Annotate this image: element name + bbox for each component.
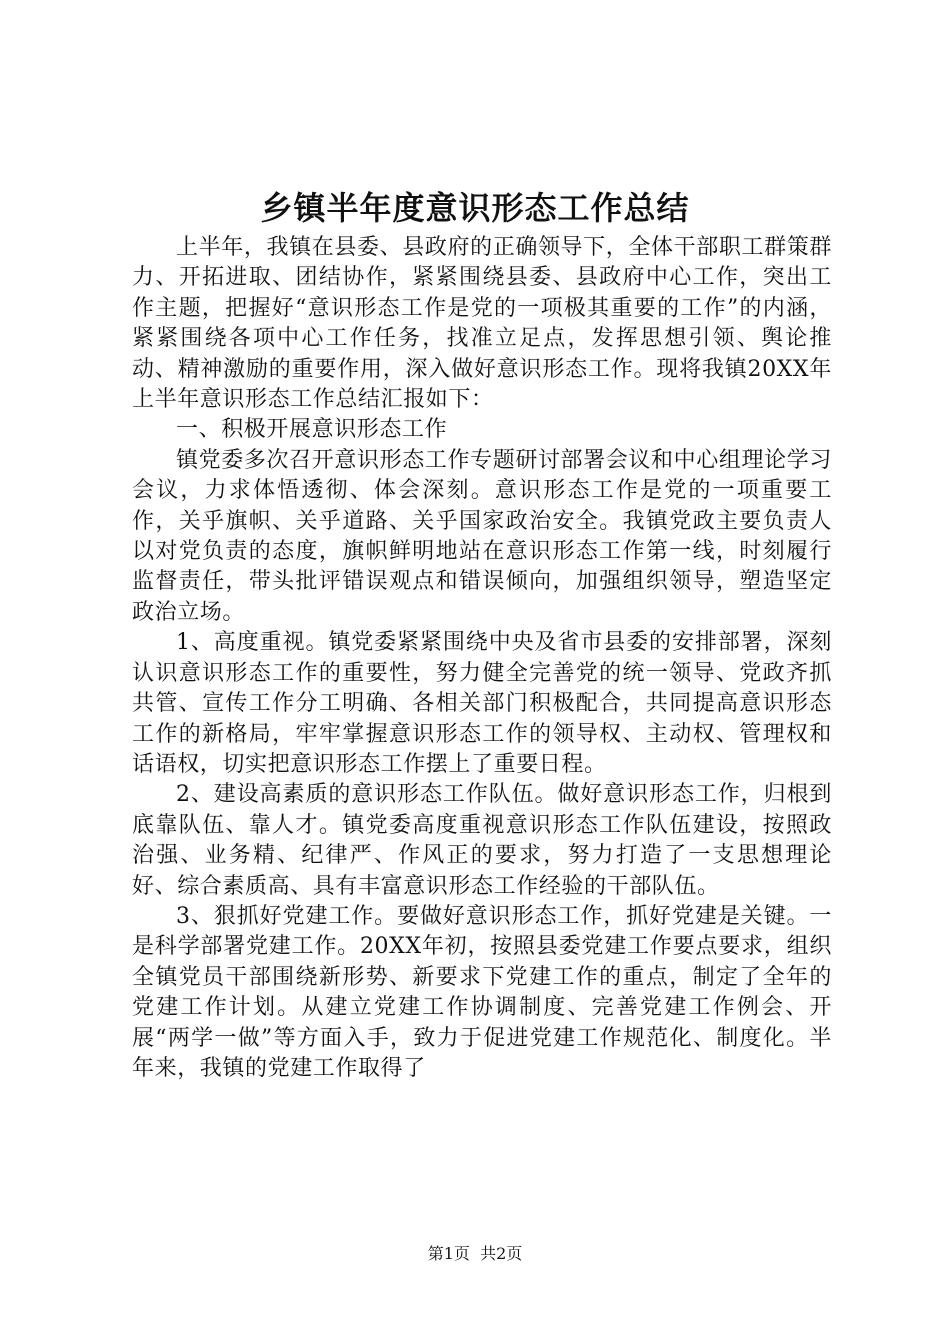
item-3-paragraph: 3、狠抓好党建工作。要做好意识形态工作，抓好党建是关键。一是科学部署党建工作。20XX年初，按照县委党建工作要点要求，组织全镇党员干部围绕新形势、新要求下党建工作的重点，制定了全年的党建工作计划。从建立党建工作协调制度、完善党建工作例会、开展“两学一做”等方面入手，致力于促进党建工作规范化、制度化。半年来，我镇的党建工作取得了 <box>132 903 832 1081</box>
item-2-paragraph: 2、建设高素质的意识形态工作队伍。做好意识形态工作，归根到底靠队伍、靠人才。镇党委高度重视意识形态工作队伍建设，按照政治强、业务精、纪律严、作风正的要求，努力打造了一支思想理论好、综合素质高、具有丰富意识形态工作经验的干部队伍。 <box>132 782 832 899</box>
document-title: 乡镇半年度意识形态工作总结 <box>260 189 690 227</box>
section-1-paragraph: 镇党委多次召开意识形态工作专题研讨部署会议和中心组理论学习会议，力求体悟透彻、体会深刻。意识形态工作是党的一项重要工作，关乎旗帜、关乎道路、关乎国家政治安全。我镇党政主要负责人以对党负责的态度，旗帜鲜明地站在意识形态工作第一线，时刻履行监督责任，带头批评错误观点和错误倾向，加强组织领导，塑造坚定政治立场。 <box>132 447 832 625</box>
page-number-label: 第1页 共2页 <box>427 1244 523 1263</box>
page-footer <box>0 1244 950 1264</box>
intro-paragraph: 上半年，我镇在县委、县政府的正确领导下，全体干部职工群策群力、开拓进取、团结协作，紧紧围绕县委、县政府中心工作，突出工作主题，把握好“意识形态工作是党的一项极其重要的工作”的内涵，紧紧围绕各项中心工作任务，找准立足点，发挥思想引领、舆论推动、精神激励的重要作用，深入做好意识形态工作。现将我镇20XX年上半年意识形态工作总结汇报如下： <box>132 235 832 413</box>
section-heading-1: 一、积极开展意识形态工作 <box>176 417 448 443</box>
item-1-paragraph: 1、高度重视。镇党委紧紧围绕中央及省市县委的安排部署，深刻认识意识形态工作的重要性，努力健全完善党的统一领导、党政齐抓共管、宣传工作分工明确、各相关部门积极配合，共同提高意识形态工作的新格局，牢牢掌握意识形态工作的领导权、主动权、管理权和话语权，切实把意识形态工作摆上了重要日程。 <box>132 630 832 777</box>
document-body <box>132 233 832 1084</box>
